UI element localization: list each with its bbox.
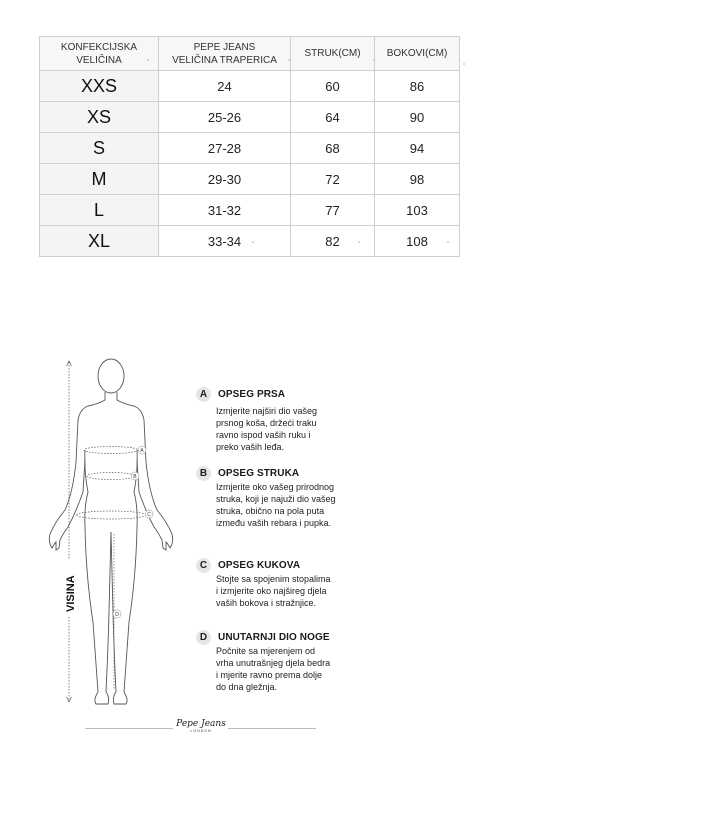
instruction-waist — [196, 465, 366, 529]
header-size-text: KONFEKCIJSKA VELIČINA — [60, 41, 138, 66]
instruction-text: Izmjerite najširi dio vašeg prsnog koša, držeći traku ravno ispod vaših ruku i preko vaših leđa. — [216, 406, 318, 452]
jeans-cell: 27-28 — [159, 133, 291, 164]
waist-cell: 72 — [291, 164, 375, 195]
jeans-cell: 24 — [159, 71, 291, 102]
size-cell: XXS — [40, 71, 159, 102]
instruction-hips — [196, 557, 366, 609]
table-row — [40, 226, 460, 257]
instruction-text: Izmjerite oko vašeg prirodnog struka, koji je najuži dio vašeg struka, obično na pola puta između vaših rebara i pupka. — [216, 482, 336, 528]
decor-dot — [252, 241, 254, 243]
instruction-title: OPSEG PRSA — [218, 388, 286, 400]
header-size — [40, 37, 159, 71]
decor-dot — [288, 59, 290, 61]
marker-a-label: A — [140, 448, 144, 454]
letter-badge: A — [196, 387, 211, 402]
instruction-head — [196, 465, 366, 481]
header-waist — [291, 37, 375, 71]
size-chart-table — [39, 36, 460, 257]
header-hips — [375, 37, 460, 71]
hips-cell: 90 — [375, 102, 460, 133]
instruction-head — [196, 557, 366, 573]
waist-cell: 77 — [291, 195, 375, 226]
hips-cell: 108 — [375, 226, 460, 257]
jeans-cell: 33-34 — [159, 226, 291, 257]
table-row — [40, 195, 460, 226]
brand-name: Pepe Jeans — [176, 719, 226, 729]
instruction-head — [196, 629, 366, 645]
body-outline — [49, 359, 172, 704]
table-row — [40, 164, 460, 195]
header-waist-text: STRUK(CM) — [304, 48, 361, 59]
instruction-head — [196, 386, 366, 402]
brand-sub: LONDON — [190, 729, 212, 733]
marker-b-label: B — [133, 474, 137, 480]
table-row — [40, 133, 460, 164]
size-cell: XL — [40, 226, 159, 257]
table-row — [40, 102, 460, 133]
hips-cell: 103 — [375, 195, 460, 226]
footer-divider-left — [85, 728, 173, 729]
hips-cell: 86 — [375, 71, 460, 102]
hips-cell: 98 — [375, 164, 460, 195]
letter-badge: C — [196, 558, 211, 573]
jeans-cell: 31-32 — [159, 195, 291, 226]
instruction-title: OPSEG STRUKA — [218, 467, 300, 479]
size-cell: L — [40, 195, 159, 226]
hips-band — [76, 511, 146, 519]
footer-divider-right — [228, 728, 316, 729]
jeans-cell: 25-26 — [159, 102, 291, 133]
instruction-title: OPSEG KUKOVA — [218, 559, 301, 571]
marker-c-label: C — [147, 512, 151, 518]
size-cell: M — [40, 164, 159, 195]
letter-badge: D — [196, 630, 211, 645]
bust-band — [84, 447, 138, 454]
hips-cell: 94 — [375, 133, 460, 164]
size-cell: S — [40, 133, 159, 164]
waist-cell: 60 — [291, 71, 375, 102]
waist-cell: 64 — [291, 102, 375, 133]
header-jeans-size-text: PEPE JEANS VELIČINA TRAPERICA — [172, 41, 277, 66]
instruction-text: Počnite sa mjerenjem od vrha unutrašnjeg djela bedra i mjerite ravno prema dolje do dna gležnja. — [216, 646, 331, 692]
height-label: VISINA — [65, 575, 77, 612]
decor-dot — [447, 241, 449, 243]
header-hips-text: BOKOVI(CM) — [386, 48, 448, 59]
decor-dot — [463, 63, 465, 65]
table-row — [40, 71, 460, 102]
waist-cell: 68 — [291, 133, 375, 164]
table-header-row — [40, 37, 460, 71]
marker-d-label: D — [115, 612, 119, 618]
body-measurement-figure — [38, 352, 188, 712]
size-cell: XS — [40, 102, 159, 133]
instruction-inseam — [196, 629, 366, 693]
instruction-title: UNUTARNJI DIO NOGE — [218, 631, 330, 643]
decor-dot — [147, 59, 149, 61]
waist-band — [87, 473, 135, 480]
decor-dot — [358, 241, 360, 243]
instruction-text: Stojte sa spojenim stopalima i izmjerite oko najšireg djela vaših bokova i stražnjice. — [216, 574, 331, 608]
brand-logo — [175, 719, 227, 734]
letter-badge: B — [196, 466, 211, 481]
jeans-cell: 29-30 — [159, 164, 291, 195]
instruction-bust — [196, 386, 366, 453]
header-jeans-size — [159, 37, 291, 71]
waist-cell: 82 — [291, 226, 375, 257]
decor-dot — [373, 59, 375, 61]
